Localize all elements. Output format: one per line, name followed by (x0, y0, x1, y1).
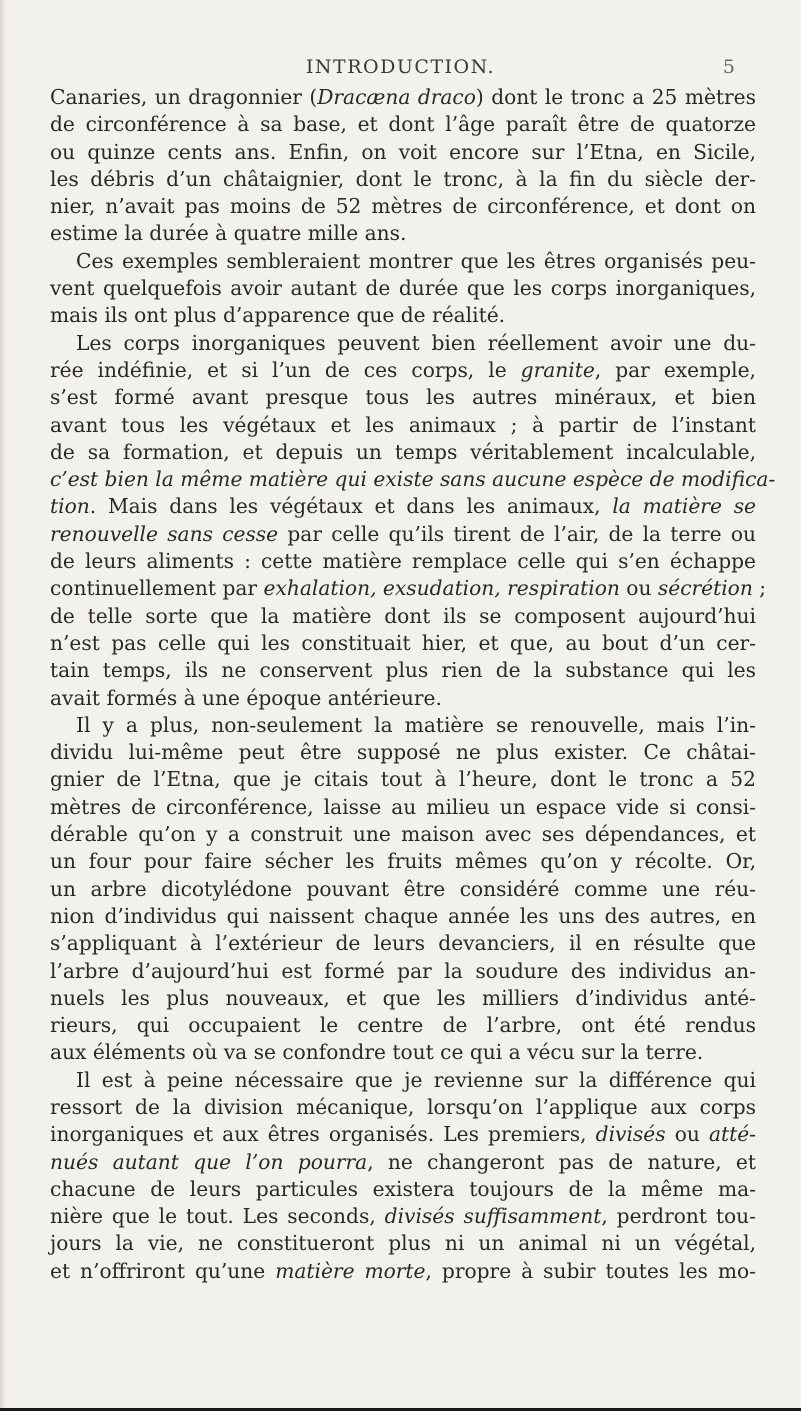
text-line (50, 1094, 756, 1121)
text-line (50, 357, 756, 384)
text-segment: de sa formation, et depuis un temps véritablement incalculable, (50, 439, 756, 464)
text-line (50, 903, 756, 930)
text-line (50, 466, 776, 493)
paragraph (50, 248, 756, 330)
text-segment: chacune de leurs particules existera toujours de la même ma- (50, 1176, 756, 1201)
text-line (50, 766, 756, 793)
text-line (50, 166, 756, 193)
text-segment: ou (665, 1122, 709, 1147)
text-line (50, 384, 756, 411)
text-segment: vent quelquefois avoir autant de durée que les corps inorganiques, (50, 276, 756, 301)
text-line (50, 521, 756, 548)
italic-text: tion (50, 494, 90, 519)
text-line (50, 493, 756, 520)
text-line (50, 412, 756, 439)
text-line (50, 985, 756, 1012)
text-line (50, 848, 756, 875)
running-head: INTRODUCTION. (305, 56, 496, 78)
text-segment: ou (619, 576, 658, 601)
text-segment: Canaries, un dragonnier ( (50, 85, 318, 109)
text-line (50, 739, 756, 766)
text-line (50, 248, 756, 275)
text-segment: un arbre dicotylédone pouvant être considéré comme une réu- (50, 876, 756, 901)
text-segment: avait formés à une époque antérieure. (50, 685, 442, 710)
text-line (50, 1176, 756, 1203)
text-segment: tain temps, ils ne conservent plus rien de la substance qui les (50, 658, 756, 683)
text-segment: Il y a plus, non-seulement la matière se renouvelle, mais l’in- (76, 712, 756, 737)
text-segment: inorganiques et aux êtres organisés. Les premiers, (50, 1122, 596, 1147)
text-segment: , ne changeront pas de nature, et (367, 1149, 756, 1174)
text-line (50, 603, 756, 630)
text-segment: dérable qu’on y a construit une maison avec ses dépendances, et (50, 822, 756, 847)
text-line (50, 1067, 756, 1094)
italic-text: nués autant que l’on pourra (50, 1149, 368, 1174)
text-line (50, 1203, 756, 1230)
paragraph (50, 712, 756, 1067)
text-line (50, 575, 767, 602)
text-line (50, 630, 756, 657)
text-segment: Il est à peine nécessaire que je revienne sur la différence qui (76, 1067, 756, 1092)
text-segment: par celle qu’ils tirent de l’air, de la terre ou (278, 521, 756, 546)
text-line (50, 1230, 756, 1257)
text-line (50, 439, 756, 466)
text-segment: mètres de circonférence, laisse au milieu un espace vide si consi- (50, 794, 756, 819)
italic-text: atté- (708, 1122, 756, 1147)
text-segment: s’appliquant à l’extérieur de leurs devanciers, il en résulte que (50, 931, 756, 956)
text-segment: n’est pas celle qui les constituait hier, et que, au bout d’un cer- (50, 630, 756, 655)
text-segment: nier, n’avait pas moins de 52 mètres de circonférence, et dont on (50, 194, 756, 219)
text-line (50, 1039, 756, 1066)
text-segment: , par exemple, (594, 357, 756, 382)
italic-text: matière morte (275, 1258, 426, 1283)
text-line (50, 330, 756, 357)
paragraph (50, 330, 776, 712)
paragraph (50, 1067, 756, 1285)
text-segment: ; (752, 576, 767, 601)
text-line (50, 712, 756, 739)
text-segment: de leurs aliments : cette matière remplace celle qui s’en échappe (50, 549, 756, 574)
text-segment: de circonférence à sa base, et dont l’âge paraît être de quatorze (50, 112, 756, 137)
text-segment: aux éléments où va se confondre tout ce qui a vécu sur la terre. (50, 1040, 704, 1065)
text-segment: l’arbre d’aujourd’hui est formé par la soudure des individus an- (50, 958, 756, 983)
text-segment: , propre à subir toutes les mo- (425, 1258, 756, 1283)
text-line (50, 220, 756, 247)
page-edge-shadow (0, 0, 6, 1411)
italic-text: la matière se (612, 494, 756, 519)
text-line (50, 876, 756, 903)
text-segment: . Mais dans les végétaux et dans les animaux, (89, 494, 613, 519)
text-line (50, 958, 756, 985)
text-segment: les débris d’un châtaignier, dont le tronc, à la fin du siècle der- (50, 166, 756, 191)
text-segment: rieurs, qui occupaient le centre de l’arbre, ont été rendus (50, 1013, 756, 1038)
text-line (50, 1121, 756, 1148)
text-segment: nuels les plus nouveaux, et que les milliers d’individus anté- (50, 985, 756, 1010)
italic-text: sécrétion (657, 576, 753, 601)
text-line (50, 657, 756, 684)
body-text (50, 84, 776, 1285)
text-segment: avant tous les végétaux et les animaux ; à partir de l’instant (50, 412, 756, 437)
italic-text: renouvelle sans cesse (50, 521, 279, 546)
text-line (50, 84, 756, 111)
text-line (50, 1258, 756, 1285)
text-line (50, 1012, 756, 1039)
text-segment: mais ils ont plus d’apparence que de réalité. (50, 303, 506, 328)
paragraph (50, 84, 756, 248)
text-line (50, 821, 756, 848)
text-segment: et n’offriront qu’une (50, 1258, 276, 1283)
italic-text: granite (520, 357, 595, 382)
text-line (50, 548, 756, 575)
text-segment: un four pour faire sécher les fruits mêmes qu’on y récolte. Or, (50, 849, 756, 874)
text-segment: continuellement par (50, 576, 264, 601)
text-segment: s’est formé avant presque tous les autres minéraux, et bien (50, 385, 756, 410)
text-line (50, 139, 756, 166)
italic-text: divisés suffisamment (384, 1204, 602, 1229)
text-segment: jours la vie, ne constitueront plus ni un animal ni un végétal, (50, 1231, 756, 1256)
text-line (50, 193, 756, 220)
text-segment: dividu lui-même peut être supposé ne plus exister. Ce châtai- (50, 740, 756, 765)
text-line (50, 930, 756, 957)
text-line (50, 1149, 756, 1176)
text-line (50, 794, 756, 821)
text-segment: nière que le tout. Les seconds, (50, 1204, 385, 1229)
text-line (50, 275, 756, 302)
text-segment: rée indéfinie, et si l’un de ces corps, le (50, 357, 521, 382)
italic-text: exhalation, exsudation, respiration (263, 576, 620, 601)
text-line (50, 302, 756, 329)
text-segment: Les corps inorganiques peuvent bien réellement avoir une du- (76, 330, 756, 355)
text-segment: de telle sorte que la matière dont ils se composent aujourd’hui (50, 603, 756, 628)
text-segment: Ces exemples sembleraient montrer que les êtres organisés peu- (76, 248, 756, 273)
text-segment: nion d’individus qui naissent chaque année les uns des autres, en (50, 903, 756, 928)
text-segment: ) dont le tronc a 25 mètres (475, 85, 756, 109)
text-segment: , perdront tou- (601, 1204, 756, 1229)
text-line (50, 111, 756, 138)
text-segment: ou quinze cents ans. Enfin, on voit encore sur l’Etna, en Sicile, (50, 139, 756, 164)
text-segment: estime la durée à quatre mille ans. (50, 221, 407, 246)
text-line (50, 685, 756, 712)
italic-text: divisés (595, 1122, 666, 1147)
text-segment: ressort de la division mécanique, lorsqu’on l’applique aux corps (50, 1094, 756, 1119)
text-segment: gnier de l’Etna, que je citais tout à l’heure, dont le tronc a 52 (50, 767, 756, 792)
italic-text: c’est bien la même matière qui existe sans aucune espèce de modifica- (50, 467, 776, 492)
page-number: 5 (722, 56, 735, 78)
italic-text: Dracæna draco (317, 85, 476, 109)
